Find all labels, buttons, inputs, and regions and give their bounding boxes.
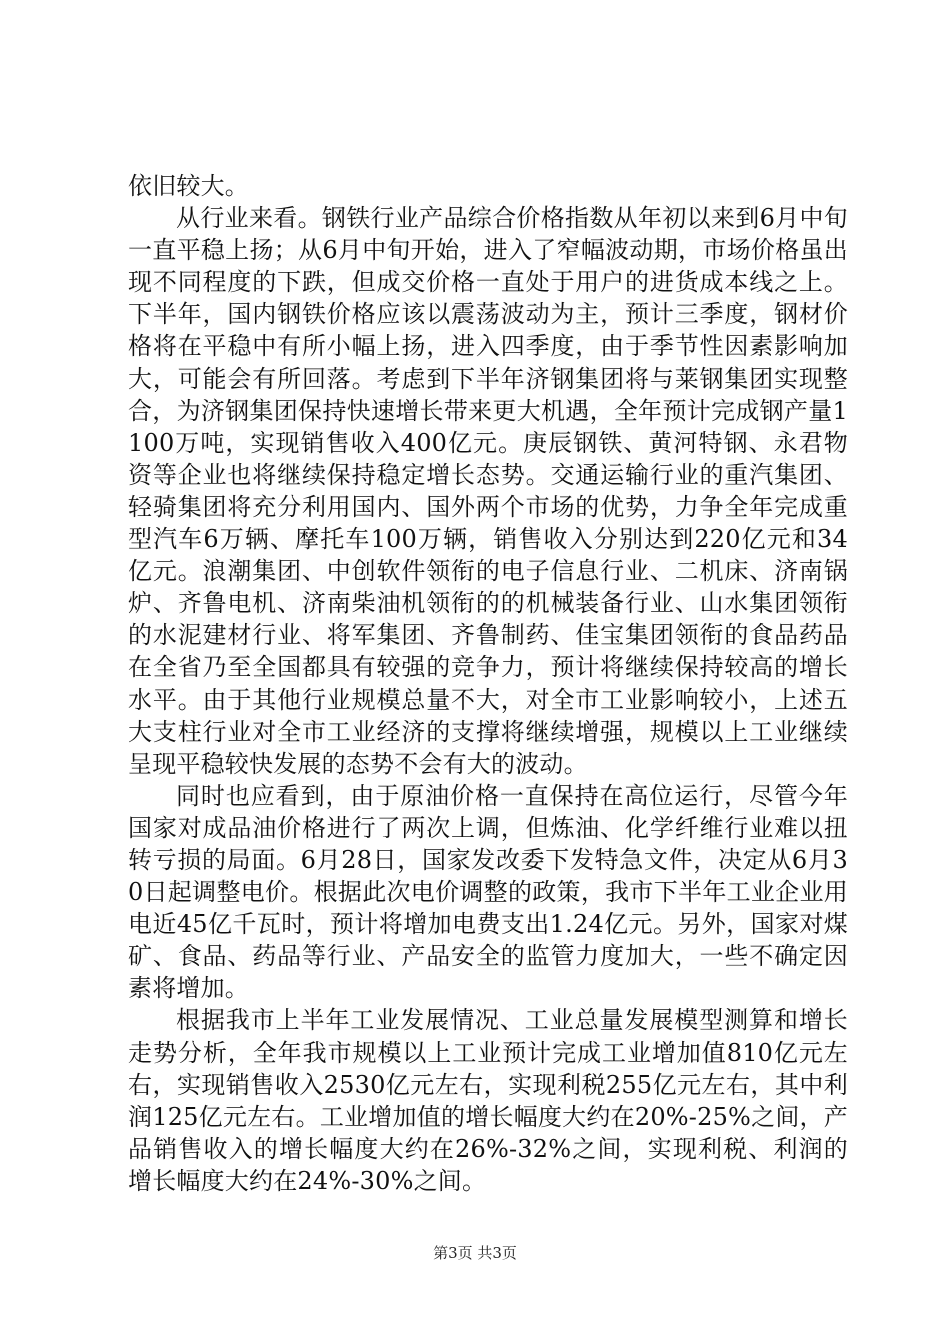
paragraph-annual-forecast: 根据我市上半年工业发展情况、工业总量发展模型测算和增长走势分析，全年我市规模以上工业预计完成工业增加值810亿元左右，实现销售收入2530亿元左右，实现利税255亿元左右，其中利润125亿元左右。工业增加值的增长幅度大约在20%-25%之间，产品销售收入的增长幅度大约在26%-32%之间，实现利税、利润的增长幅度大约在24%-30%之间。 bbox=[128, 1006, 848, 1195]
document-body bbox=[128, 170, 848, 1197]
page-footer bbox=[0, 1243, 950, 1263]
page-number-label: 第3页 共3页 bbox=[433, 1244, 517, 1262]
paragraph-industry-outlook: 从行业来看。钢铁行业产品综合价格指数从年初以来到6月中旬一直平稳上扬；从6月中旬开始，进入了窄幅波动期，市场价格虽出现不同程度的下跌，但成交价格一直处于用户的进货成本线之上。下半年，国内钢铁价格应该以震荡波动为主，预计三季度，钢材价格将在平稳中有所小幅上扬，进入四季度，由于季节性因素影响加大，可能会有所回落。考虑到下半年济钢集团将与莱钢集团实现整合，为济钢集团保持快速增长带来更大机遇，全年预计完成钢产量1100万吨，实现销售收入400亿元。庚辰钢铁、黄河特钢、永君物资等企业也将继续保持稳定增长态势。交通运输行业的重汽集团、轻骑集团将充分利用国内、国外两个市场的优势，力争全年完成重型汽车6万辆、摩托车100万辆，销售收入分别达到220亿元和34亿元。浪潮集团、中创软件领衔的电子信息行业、二机床、济南锅炉、齐鲁电机、济南柴油机领衔的的机械装备行业、山水集团领衔的水泥建材行业、将军集团、齐鲁制药、佳宝集团领衔的食品药品在全省乃至全国都具有较强的竞争力，预计将继续保持较高的增长水平。由于其他行业规模总量不大，对全市工业影响较小，上述五大支柱行业对全市工业经济的支撑将继续增强，规模以上工业继续呈现平稳较快发展的态势不会有大的波动。 bbox=[128, 204, 848, 778]
paragraph-continuation: 依旧较大。 bbox=[128, 172, 249, 200]
paragraph-risk-factors: 同时也应看到，由于原油价格一直保持在高位运行，尽管今年国家对成品油价格进行了两次上调，但炼油、化学纤维行业难以扭转亏损的局面。6月28日，国家发改委下发特急文件，决定从6月30日起调整电价。根据此次电价调整的政策，我市下半年工业企业用电近45亿千瓦时，预计将增加电费支出1.24亿元。另外，国家对煤矿、食品、药品等行业、产品安全的监管力度加大，一些不确定因素将增加。 bbox=[128, 781, 848, 1003]
